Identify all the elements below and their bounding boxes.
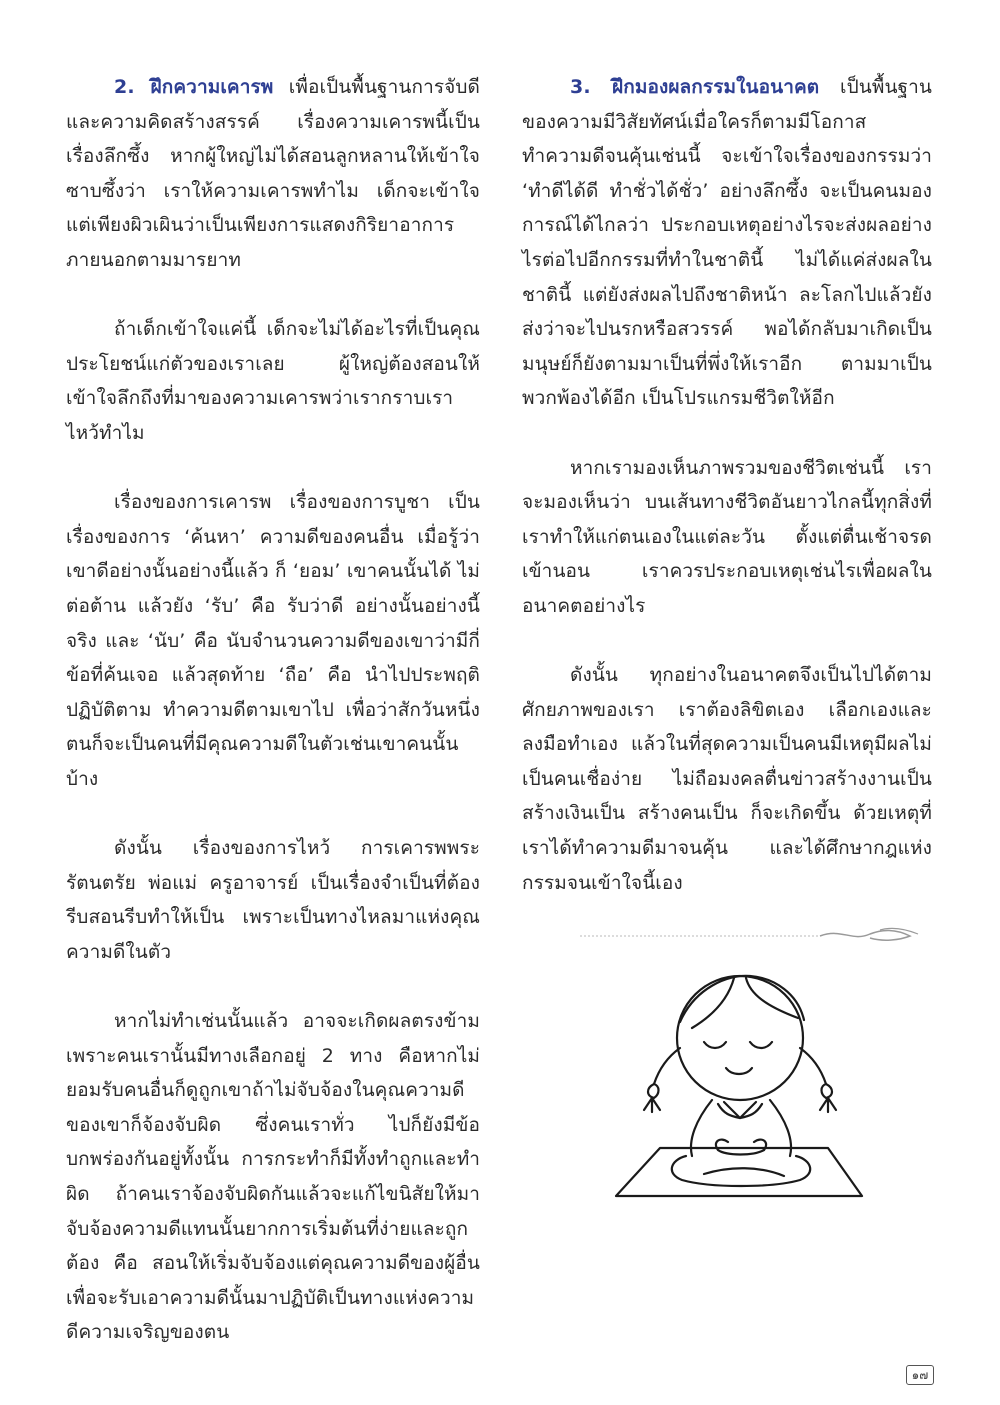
left-eye: [704, 1042, 726, 1048]
paragraph-karma-intro: [522, 70, 932, 416]
paragraph-respect-3: เรื่องของการเคารพ เรื่องของการบูชา เป็นเรื่องของการ ‘ค้นหา’ ความดีของคนอื่น เมื่อรู้ว่าเขาดีอย่างนั้นอย่างนี้แล้ว ก็ ‘ยอม’ เขาคนนั้นได้ ไม่ต่อต้าน แล้วยัง ‘รับ’ คือ รับว่าดี อย่างนั้นอย่างนี้จริง และ ‘นับ’ คือ นับจำนวนความดีของเขาว่ามีกี่ข้อที่ค้นเจอ แล้วสุดท้าย ‘ถือ’ คือ นำไปประพฤติปฏิบัติตาม ทำความดีตามเขาไป เพื่อว่าสักวันหนึ่งตนก็จะเป็นคนที่มีคุณความดีในตัวเช่นเขาคนนั้นบ้าง: [66, 491, 480, 790]
paragraph-respect-2: ถ้าเด็กเข้าใจแค่นี้ เด็กจะไม่ได้อะไรที่เป็นคุณประโยชน์แก่ตัวของเราเลย ผู้ใหญ่ต้องสอนให้เข้าใจลึกถึงที่มาของความเคารพว่าเรากราบเราไหว้ทำไม: [66, 318, 480, 444]
right-eye: [750, 1042, 772, 1048]
heading-respect: 2. ฝึกความเคารพ: [114, 76, 274, 98]
right-column: [522, 70, 932, 900]
paragraph-karma-2: หากเรามองเห็นภาพรวมของชีวิตเช่นนี้ เราจะมองเห็นว่า บนเส้นทางชีวิตอันยาวไกลนี้ทุกสิ่งที่เราทำให้แก่ตนเองในแต่ละวัน ตั้งแต่ตื่นเช้าจรดเข้านอน เราควรประกอบเหตุเช่นไรเพื่อผลในอนาคตอย่างไร: [522, 456, 932, 617]
paragraph-karma-text: เป็นพื้นฐานของความมีวิสัยทัศน์เมื่อใครก็ตามมีโอกาสทำความดีจนคุ้นเช่นนี้ จะเข้าใจเรื่องของกรรมว่า ‘ทำดีได้ดี ทำชั่วได้ชั่ว’ อย่างลึกซึ้ง จะเป็นคนมองการณ์ได้ไกลว่า ประกอบเหตุอย่างไรจะส่งผลอย่างไรต่อไปอีกกรรมที่ทำในชาตินี้ ไม่ได้แค่ส่งผลในชาตินี้ แต่ยังส่งผลไปถึงชาติหน้า ละโลกไปแล้วยังส่งว่าจะไปนรกหรือสวรรค์ พอได้กลับมาเกิดเป็นมนุษย์ก็ยังตามมาเป็นที่พึ่งให้เราอีก ตามมาเป็นพวกพ้องได้อีก เป็นโปรแกรมชีวิตให้อีก: [522, 76, 932, 410]
heading-karma: 3. ฝึกมองผลกรรมในอนาคต: [570, 76, 820, 98]
left-column: [66, 70, 480, 1350]
paragraph-respect-text: เพื่อเป็นพื้นฐานการจับดีและความคิดสร้างสรรค์ เรื่องความเคารพนี้เป็นเรื่องลึกซึ้ง หากผู้ใหญ่ไม่ได้สอนลูกหลานให้เข้าใจซาบซึ้งว่า เราให้ความเคารพทำไม เด็กจะเข้าใจแต่เพียงผิวเผินว่าเป็นเพียงการแสดงกิริยาอาการภายนอกตามมารยาท: [66, 76, 480, 271]
paragraph-respect-4: ดังนั้น เรื่องของการไหว้ การเคารพพระรัตนตรัย พ่อแม่ ครูอาจารย์ เป็นเรื่องจำเป็นที่ต้องรีบสอนรีบทำให้เป็น เพราะเป็นทางไหลมาแห่งคุณความดีในตัว: [66, 837, 480, 963]
page-number: ๑๗: [906, 1365, 934, 1385]
mouth: [726, 1068, 752, 1074]
decorative-divider: [580, 924, 930, 946]
paragraph-karma-3: ดังนั้น ทุกอย่างในอนาคตจึงเป็นไปได้ตามศักยภาพของเรา เราต้องลิขิตเอง เลือกเองและลงมือทำเอง แล้วในที่สุดความเป็นคนมีเหตุมีผลไม่เป็นคนเชื่อง่าย ไม่ถือมงคลตื่นข่าวสร้างงานเป็นสร้างเงินเป็น สร้างคนเป็น ก็จะเกิดขึ้น ด้วยเหตุที่เราได้ทำความดีมาจนคุ้น และได้ศึกษากฎแห่งกรรมจนเข้าใจนี้เอง: [522, 664, 932, 894]
paragraph-respect-intro: [66, 70, 480, 278]
meditating-girl-illustration: [600, 960, 900, 1210]
paragraph-respect-5: หากไม่ทำเช่นนั้นแล้ว อาจจะเกิดผลตรงข้ามเพราะคนเรานั้นมีทางเลือกอยู่ 2 ทาง คือหากไม่ยอมรับคนอื่นก็ดูถูกเขาถ้าไม่จับจ้องในคุณความดีของเขาก็จ้องจับผิด ซึ่งคนเราทั่ว ไปก็ยังมีข้อบกพร่องกันอยู่ทั้งนั้น การกระทำก็มีทั้งทำถูกและทำผิด ถ้าคนเราจ้องจับผิดกันแล้วจะแก้ไขนิสัยให้มาจับจ้องความดีแทนนั้นยากการเริ่มต้นที่ง่ายและถูกต้อง คือ สอนให้เริ่มจับจ้องแต่คุณความดีของผู้อื่น เพื่อจะรับเอาความดีนั้นมาปฏิบัติเป็นทางแห่งความดีความเจริญของตน: [66, 1010, 480, 1344]
head-shape: [677, 976, 803, 1100]
